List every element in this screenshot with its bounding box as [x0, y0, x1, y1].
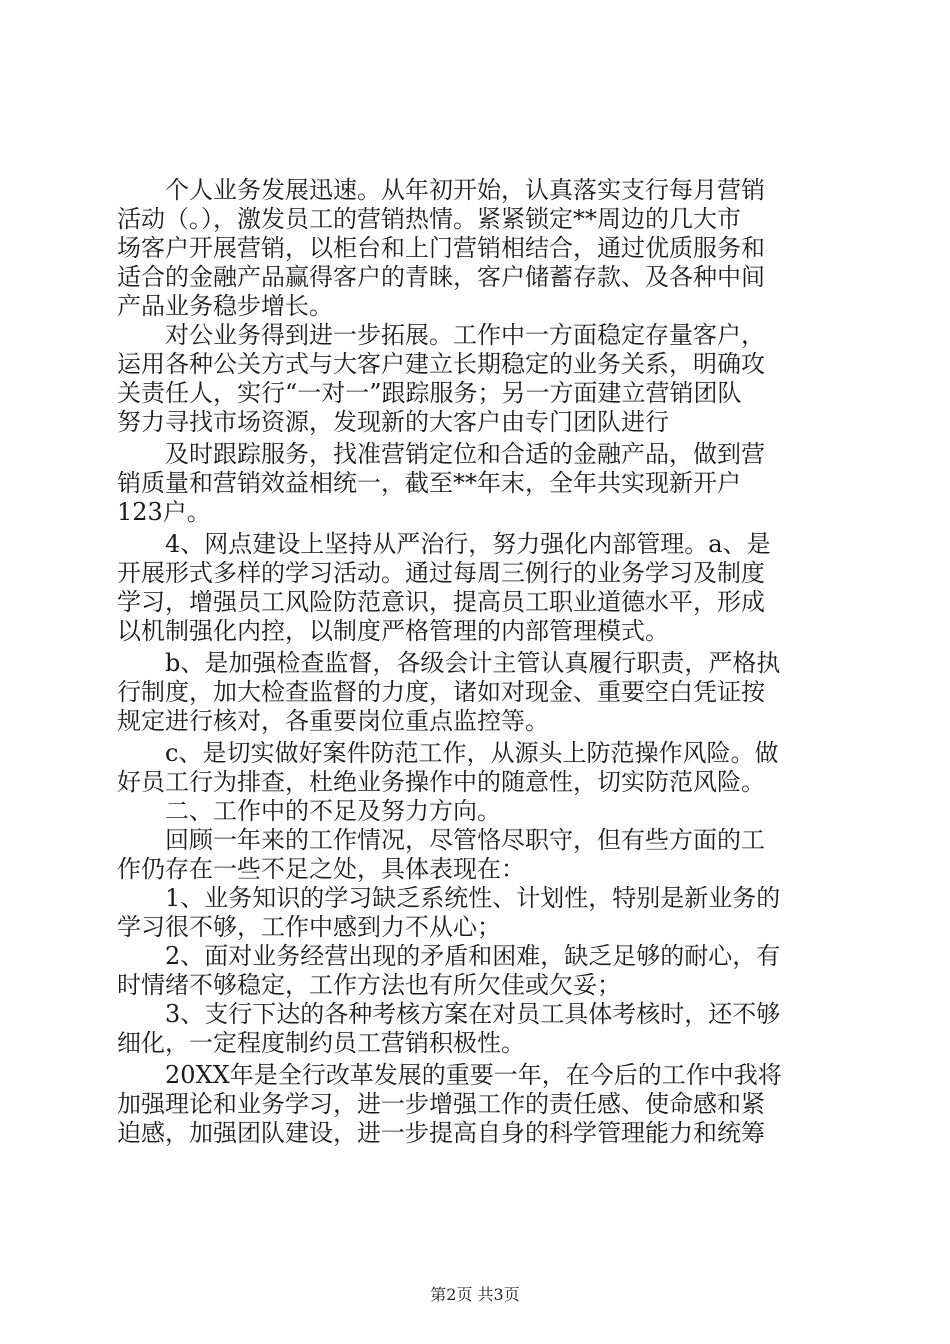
text-line: 二、工作中的不足及努力方向。 [117, 797, 501, 825]
text-line: 活动（。），激发员工的营销热情。紧紧锁定**周边的几大市 [117, 205, 741, 233]
text-line: 产品业务稳步增长。 [117, 292, 333, 320]
text-line: 时情绪不够稳定，工作方法也有所欠佳或欠妥； [117, 971, 621, 999]
text-line: 20XX年是全行改革发展的重要一年，在今后的工作中我将 [117, 1061, 782, 1089]
text-line: 对公业务得到进一步拓展。工作中一方面稳定存量客户， [117, 321, 765, 349]
text-line: 迫感，加强团队建设，进一步提高自身的科学管理能力和统筹 [117, 1119, 765, 1147]
text-line: 学习很不够，工作中感到力不从心； [117, 913, 501, 941]
text-line: 123户。 [117, 498, 211, 526]
text-line: 适合的金融产品赢得客户的青睐，客户储蓄存款、及各种中间 [117, 263, 765, 291]
text-line: c、是切实做好案件防范工作，从源头上防范操作风险。做 [117, 739, 779, 767]
text-line: 运用各种公关方式与大客户建立长期稳定的业务关系，明确攻 [117, 350, 765, 378]
text-line: 4、网点建设上坚持从严治行，努力强化内部管理。a、是 [117, 530, 771, 558]
text-line: 作仍存在一些不足之处，具体表现在： [117, 855, 525, 883]
text-line: 以机制强化内控，以制度严格管理的内部管理模式。 [117, 617, 669, 645]
text-line: 3、支行下达的各种考核方案在对员工具体考核时，还不够 [117, 1000, 781, 1028]
text-line: 努力寻找市场资源，发现新的大客户由专门团队进行 [117, 408, 669, 436]
text-line: 2、面对业务经营出现的矛盾和困难，缺乏足够的耐心，有 [117, 942, 781, 970]
text-line: 好员工行为排查，杜绝业务操作中的随意性，切实防范风险。 [117, 768, 765, 796]
text-line: 回顾一年来的工作情况，尽管恪尽职守，但有些方面的工 [117, 826, 765, 854]
text-line: 及时跟踪服务，找准营销定位和合适的金融产品，做到营 [117, 440, 765, 468]
document-body [117, 176, 833, 1148]
text-line: 行制度，加大检查监督的力度，诸如对现金、重要空白凭证按 [117, 678, 765, 706]
text-line: 加强理论和业务学习，进一步增强工作的责任感、使命感和紧 [117, 1090, 765, 1118]
text-line: 开展形式多样的学习活动。通过每周三例行的业务学习及制度 [117, 559, 765, 587]
text-line: 关责任人，实行“一对一”跟踪服务；另一方面建立营销团队 [117, 379, 742, 407]
text-line: 场客户开展营销，以柜台和上门营销相结合，通过优质服务和 [117, 234, 765, 262]
text-line: 个人业务发展迅速。从年初开始，认真落实支行每月营销 [117, 176, 765, 204]
text-line: 销质量和营销效益相统一，截至**年末，全年共实现新开户 [117, 469, 741, 497]
text-line: 1、业务知识的学习缺乏系统性、计划性，特别是新业务的 [117, 884, 781, 912]
text-line: 学习，增强员工风险防范意识，提高员工职业道德水平，形成 [117, 588, 765, 616]
page-number-footer: 第2页 共3页 [430, 1285, 520, 1304]
text-line: 规定进行核对，各重要岗位重点监控等。 [117, 707, 549, 735]
text-line: b、是加强检查监督，各级会计主管认真履行职责，严格执 [117, 649, 781, 677]
text-line: 细化，一定程度制约员工营销积极性。 [117, 1029, 525, 1057]
